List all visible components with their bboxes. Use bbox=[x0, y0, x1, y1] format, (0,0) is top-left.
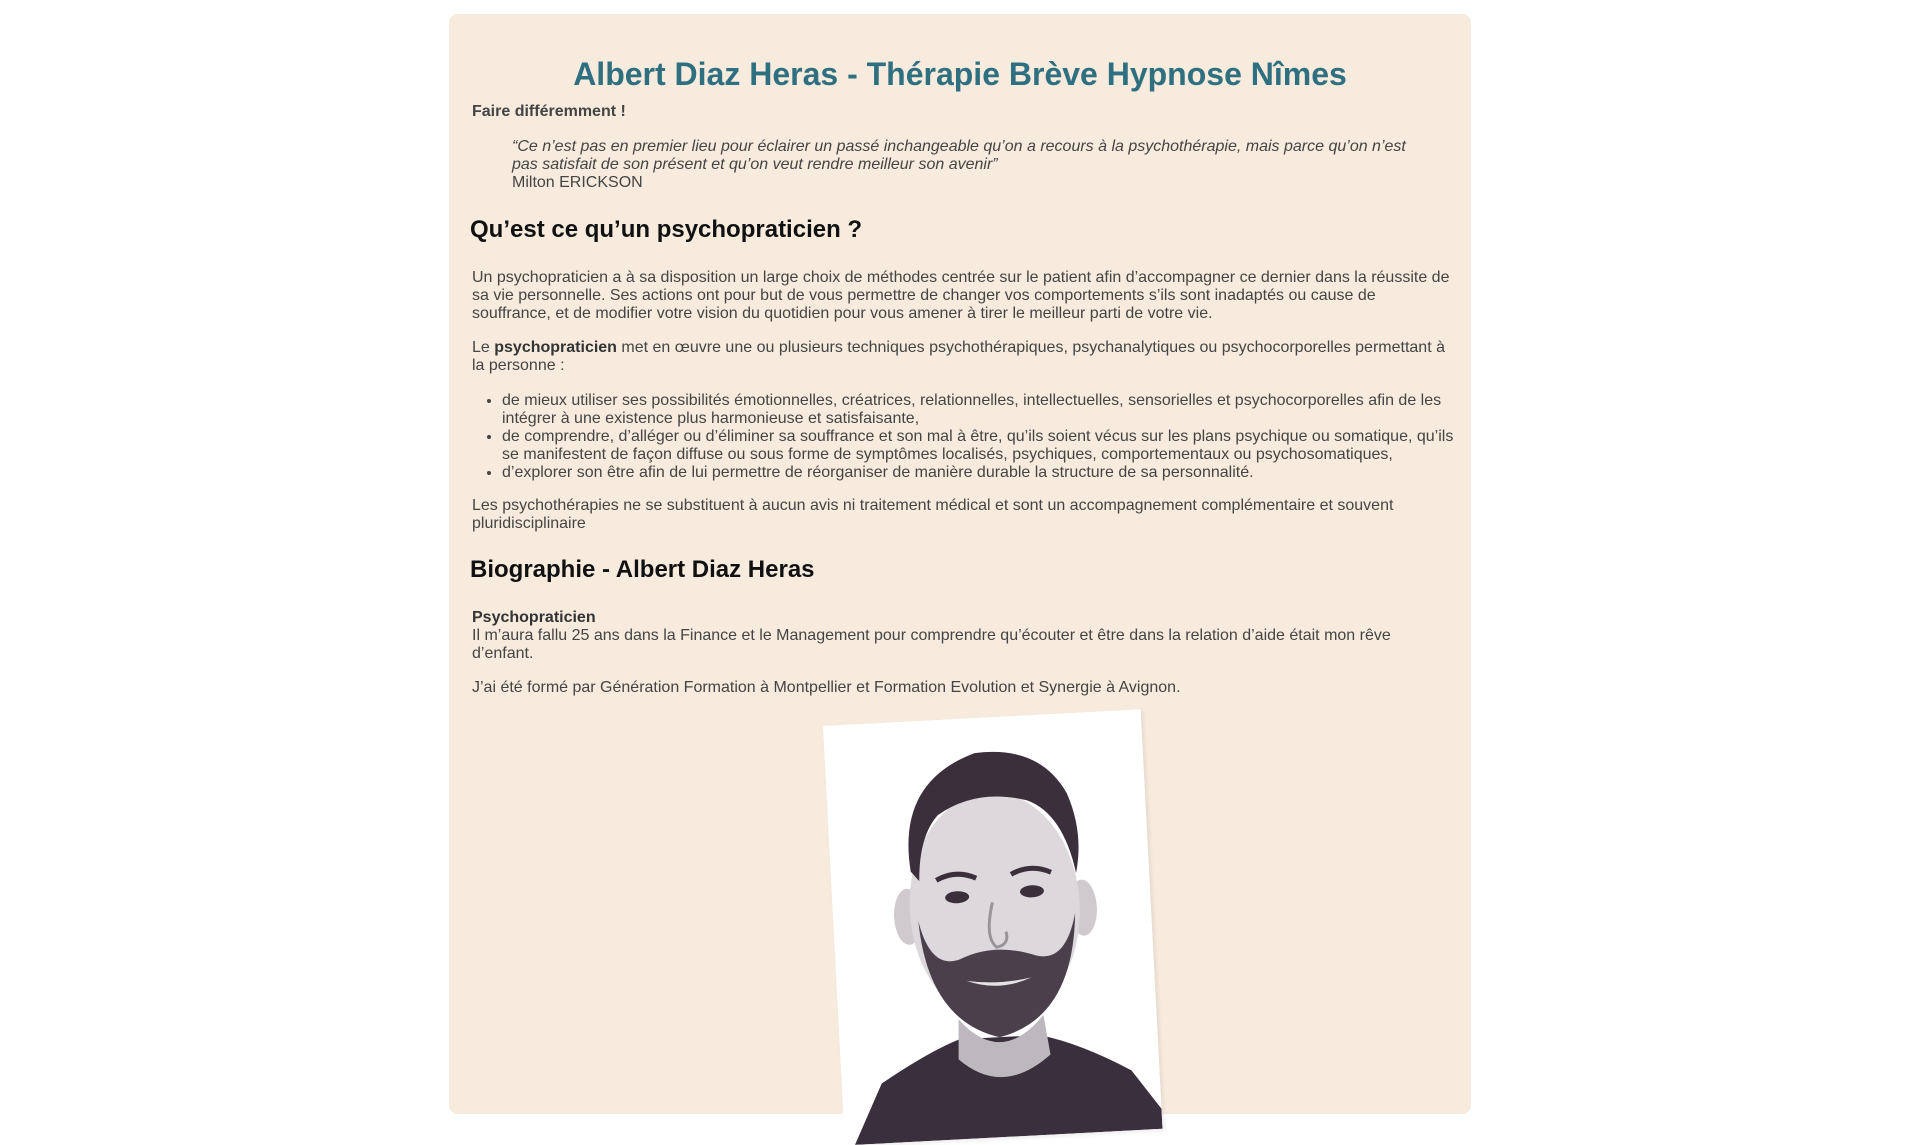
paragraph-definition: Un psychopraticien a à sa disposition un large choix de méthodes centrée sur le patient afin d’accompagner ce dernier dans la réussite de sa vie personnelle. Ses actions ont pour but de vous permettre de changer vos comportements s’ils sont inadaptés ou cause de souffrance, et de modifier votre vision du quotidien pour vous amener à tirer le meilleur parti de votre vie. bbox=[472, 269, 1450, 322]
list-item: • de mieux utiliser ses possibilités émotionnelles, créatrices, relationnelles, intellectuelles, sensorielles et psychocorporelles afin de les intégrer à une existence plus harmonieuse et satisfaisante, bbox=[502, 392, 1457, 428]
paragraph-techniques-prefix: Le bbox=[472, 339, 495, 356]
content-card bbox=[449, 14, 1471, 1114]
paragraph-techniques-bold: psychopraticien bbox=[494, 339, 617, 356]
bio-role: Psychopraticien bbox=[472, 609, 596, 626]
list-item: • de comprendre, d’alléger ou d’éliminer sa souffrance et son mal à être, qu’ils soient vécus sur les plans psychique ou somatique, qu’ils se manifestent de façon diffuse ou sous forme de symptômes localisés, psychiques, comportementaux ou psychosomatiques, bbox=[502, 428, 1457, 464]
bio-paragraph bbox=[472, 609, 1432, 663]
paragraph-techniques-suffix: met en œuvre une ou plusieurs techniques psychothérapiques, psychanalytiques ou psychocorporelles permettant à la personne : bbox=[472, 339, 1445, 374]
erickson-quote bbox=[512, 138, 1417, 192]
quote-text: “Ce n’est pas en premier lieu pour éclairer un passé inchangeable qu’on a recours à la psychothérapie, mais parce qu’on n’est pas satisfait de son présent et qu’on veut rendre meilleur son avenir” bbox=[512, 138, 1406, 173]
paragraph-techniques bbox=[472, 339, 1457, 375]
paragraph-training: J’ai été formé par Génération Formation à Montpellier et Formation Evolution et Synergie à Avignon. bbox=[472, 679, 1181, 696]
list-item: • d’explorer son être afin de lui permettre de réorganiser de manière durable la structure de sa personnalité. bbox=[502, 464, 1457, 482]
tagline: Faire différemment ! bbox=[472, 103, 626, 120]
benefits-list bbox=[472, 392, 1457, 482]
paragraph-disclaimer: Les psychothérapies ne se substituent à aucun avis ni traitement médical et sont un accompagnement complémentaire et souvent pluridisciplinaire bbox=[472, 497, 1394, 532]
quote-author: Milton ERICKSON bbox=[512, 174, 643, 191]
bio-text: Il m’aura fallu 25 ans dans la Finance et le Management pour comprendre qu’écouter et être dans la relation d’aide était mon rêve d’enfant. bbox=[472, 627, 1391, 662]
heading-biographie: Biographie - Albert Diaz Heras bbox=[470, 556, 815, 583]
heading-psychopraticien: Qu’est ce qu’un psychopraticien ? bbox=[470, 216, 863, 243]
page-title: Albert Diaz Heras - Thérapie Brève Hypnose Nîmes bbox=[573, 56, 1347, 92]
